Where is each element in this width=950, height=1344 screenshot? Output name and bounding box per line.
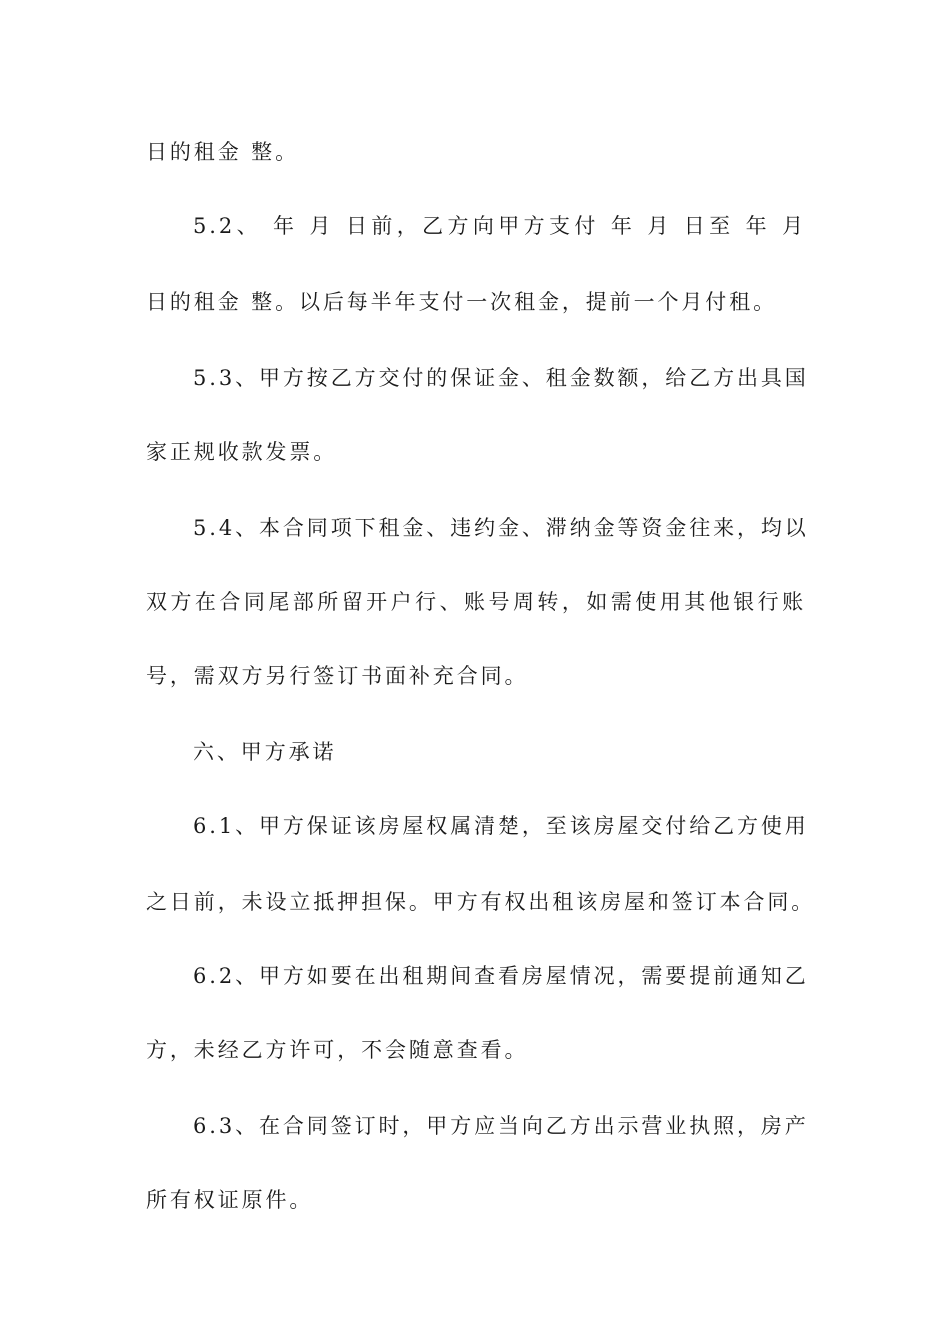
text-line: 双方在合同尾部所留开户行、账号周转，如需使用其他银行账 <box>146 590 806 614</box>
clause-6-1-line: 6.1、甲方保证该房屋权属清楚，至该房屋交付给乙方使用 <box>193 814 809 838</box>
clause-5-4-line: 5.4、本合同项下租金、违约金、滞纳金等资金往来，均以 <box>193 516 809 540</box>
text-line: 所有权证原件。 <box>146 1188 314 1212</box>
clause-6-3-line: 6.3、在合同签订时，甲方应当向乙方出示营业执照，房产 <box>193 1114 809 1138</box>
section-heading: 六、甲方承诺 <box>193 740 337 764</box>
text-line: 日的租金 整。以后每半年支付一次租金，提前一个月付租。 <box>146 290 777 314</box>
clause-5-2-line: 5.2、 年 月 日前，乙方向甲方支付 年 月 日至 年 月 <box>193 214 806 238</box>
text-line: 号，需双方另行签订书面补充合同。 <box>146 664 529 688</box>
clause-6-2-line: 6.2、甲方如要在出租期间查看房屋情况，需要提前通知乙 <box>193 964 809 988</box>
text-line: 方，未经乙方许可，不会随意查看。 <box>146 1038 529 1062</box>
clause-5-3-line: 5.3、甲方按乙方交付的保证金、租金数额，给乙方出具国 <box>193 366 809 390</box>
text-line: 日的租金 整。 <box>146 140 299 164</box>
text-line: 之日前，未设立抵押担保。甲方有权出租该房屋和签订本合同。 <box>146 890 816 914</box>
text-line: 家正规收款发票。 <box>146 440 338 464</box>
